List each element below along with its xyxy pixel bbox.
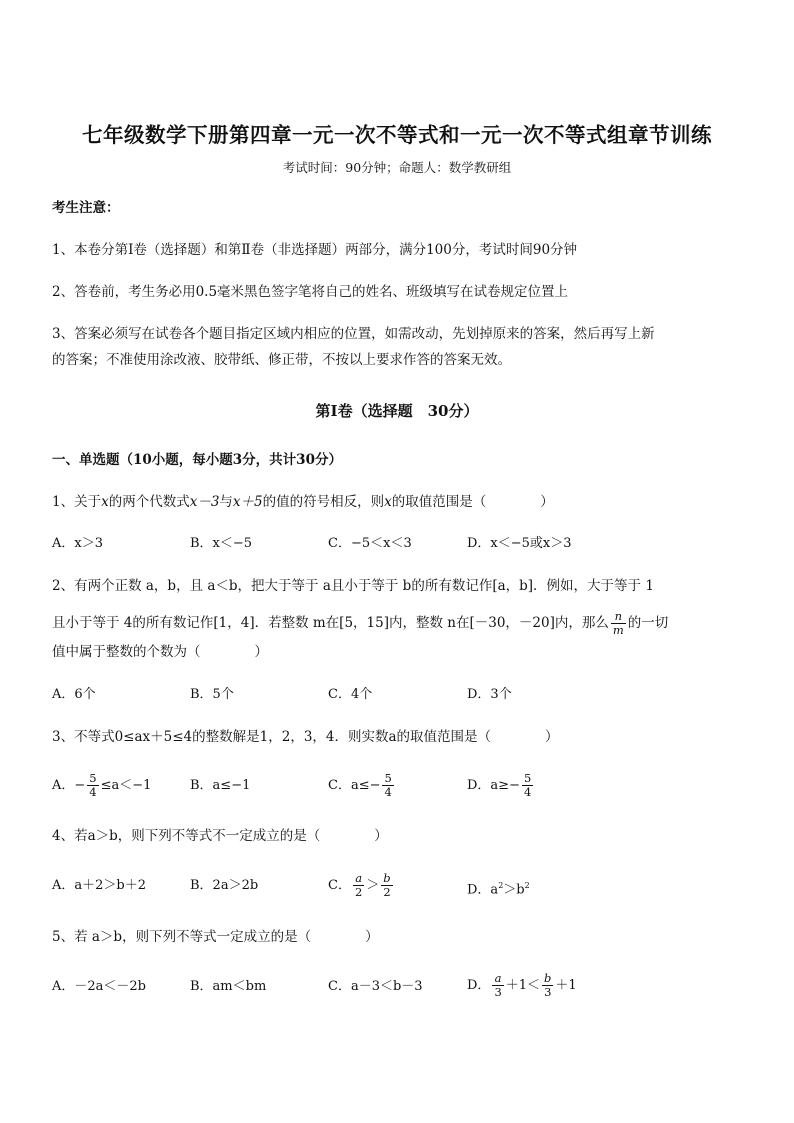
- q5-d-pre: D．: [467, 978, 491, 993]
- q1-var-x-2: x: [384, 494, 392, 510]
- q4-option-a[interactable]: A．a＋2＞b＋2: [52, 878, 147, 893]
- page-title: 七年级数学下册第四章一元一次不等式和一元一次不等式组章节训练: [82, 123, 712, 147]
- q5-d-num-2: b: [544, 971, 552, 985]
- q5-d-den-1: 3: [494, 985, 502, 999]
- q3-c-pre: C．a≤−: [328, 778, 381, 793]
- part-heading: 一、单选题（10小题，每小题3分，共计30分）: [52, 452, 342, 468]
- q4-option-d[interactable]: [467, 876, 530, 900]
- q3-a-fraction: [87, 772, 98, 799]
- q4-c-den-2: 2: [383, 885, 391, 899]
- q3-option-c[interactable]: [328, 772, 396, 799]
- q5-d-post: ＋1: [555, 978, 577, 993]
- q1-text-e: 的取值范围是（ ）: [391, 494, 554, 510]
- question-3: 3、不等式0≤ax＋5≤4的整数解是1，2，3，4．则实数a的取值范围是（ ）: [52, 729, 559, 745]
- q1-option-c[interactable]: C．−5＜x＜3: [328, 536, 412, 551]
- question-1: [52, 492, 554, 512]
- notice-item-3-cont: 的答案；不准使用涂改液、胶带纸、修正带，不按以上要求作答的答案无效。: [52, 352, 511, 368]
- q2-option-c[interactable]: C．4个: [328, 687, 373, 702]
- q3-a-num: 5: [89, 771, 97, 785]
- q1-expr-1: x－3: [189, 494, 220, 510]
- q4-c-num-1: a: [353, 872, 364, 886]
- q3-a-post: ≤a＜−1: [100, 778, 152, 793]
- q2-option-d[interactable]: D．3个: [467, 687, 512, 702]
- q4-c-pre: C．: [328, 878, 351, 893]
- q4-option-b[interactable]: B．2a＞2b: [190, 878, 259, 893]
- q5-d-den-2: 3: [544, 985, 552, 999]
- q4-c-fraction-1: [353, 872, 364, 899]
- q2-option-b[interactable]: B．5个: [190, 687, 234, 702]
- q4-c-num-2: b: [383, 871, 391, 885]
- q1-option-a[interactable]: A．x＞3: [52, 536, 103, 551]
- q4-c-mid: ＞: [366, 878, 380, 893]
- q3-a-den: 4: [89, 785, 97, 799]
- question-5: 5、若 a＞b，则下列不等式一定成立的是（ ）: [52, 929, 379, 945]
- section-title: 第Ⅰ卷（选择题 30分）: [315, 402, 479, 420]
- q1-var-x: x: [101, 494, 109, 510]
- q1-option-d[interactable]: D．x＜−5或x＞3: [467, 536, 572, 551]
- q3-d-pre: D．a≥−: [467, 778, 520, 793]
- q3-option-d[interactable]: [467, 772, 535, 799]
- q5-option-c[interactable]: C．a－3＜b－3: [328, 979, 423, 994]
- q1-text-c: 与: [219, 494, 233, 510]
- q3-a-pre: A．−: [52, 778, 86, 793]
- q5-d-fraction-2: [542, 972, 553, 999]
- q3-option-a[interactable]: [52, 772, 151, 799]
- q5-option-b[interactable]: B．am＜bm: [190, 979, 267, 994]
- q4-c-fraction-2: [381, 872, 392, 899]
- question-2-line-2: [52, 610, 668, 637]
- q4-d-pre: D．a: [467, 882, 499, 898]
- q3-d-fraction: [522, 772, 533, 799]
- q2-line2-a: 且小于等于 4的所有数记作[1，4]．若整数 m在[5，15]内，整数 n在[－30，－20]内，那么: [52, 615, 609, 631]
- q1-text-a: 1、关于: [52, 494, 102, 510]
- q3-d-num: 5: [523, 771, 532, 785]
- q4-d-sup-1: 2: [498, 881, 504, 890]
- q3-c-den: 4: [384, 785, 392, 799]
- q5-option-a[interactable]: A．－2a＜－2b: [52, 979, 147, 994]
- q2-fraction: [611, 610, 626, 637]
- question-2-line-3: 值中属于整数的个数为（ ）: [52, 644, 268, 660]
- q2-line2-b: 的一切: [627, 615, 669, 631]
- q1-expr-2: x＋5: [232, 494, 263, 510]
- page-subtitle: 考试时间：90分钟；命题人：数学教研组: [282, 160, 512, 175]
- notice-item-2: 2、答卷前，考生务必用0.5毫米黑色签字笔将自己的姓名、班级填写在试卷规定位置上: [52, 284, 569, 300]
- question-2-line-1: 2、有两个正数 a，b，且 a＜b，把大于等于 a且小于等于 b的所有数记作[a，b]．例如，大于等于 1: [52, 578, 654, 594]
- q4-d-mid: ＞b: [503, 882, 525, 898]
- q5-option-d[interactable]: [467, 972, 577, 999]
- q5-d-num-1: a: [492, 972, 503, 986]
- q3-option-b[interactable]: B．a≤−1: [190, 778, 251, 793]
- q2-option-a[interactable]: A．6个: [52, 687, 96, 702]
- q4-option-c[interactable]: [328, 872, 395, 899]
- q1-text-d: 的值的符号相反，则: [262, 494, 385, 510]
- q2-frac-den: m: [612, 623, 624, 637]
- q2-frac-num: n: [611, 610, 626, 624]
- q1-option-b[interactable]: B．x＜−5: [190, 536, 253, 551]
- q5-d-fraction-1: [492, 972, 503, 999]
- notice-heading: 考生注意：: [52, 200, 120, 216]
- q4-d-sup-2: 2: [524, 881, 530, 890]
- question-4: 4、若a＞b，则下列不等式不一定成立的是（ ）: [52, 828, 388, 844]
- q5-d-mid: ＋1＜: [505, 978, 541, 993]
- notice-item-3: 3、答案必须写在试卷各个题目指定区域内相应的位置，如需改动，先划掉原来的答案，然后再写上新: [52, 326, 655, 342]
- q4-c-den-1: 2: [354, 885, 363, 899]
- notice-item-1: 1、本卷分第Ⅰ卷（选择题）和第Ⅱ卷（非选择题）两部分，满分100分，考试时间90分钟: [52, 242, 578, 258]
- q3-d-den: 4: [523, 785, 532, 799]
- q3-c-num: 5: [384, 771, 392, 785]
- q3-c-fraction: [382, 772, 393, 799]
- q1-text-b: 的两个代数式: [108, 494, 190, 510]
